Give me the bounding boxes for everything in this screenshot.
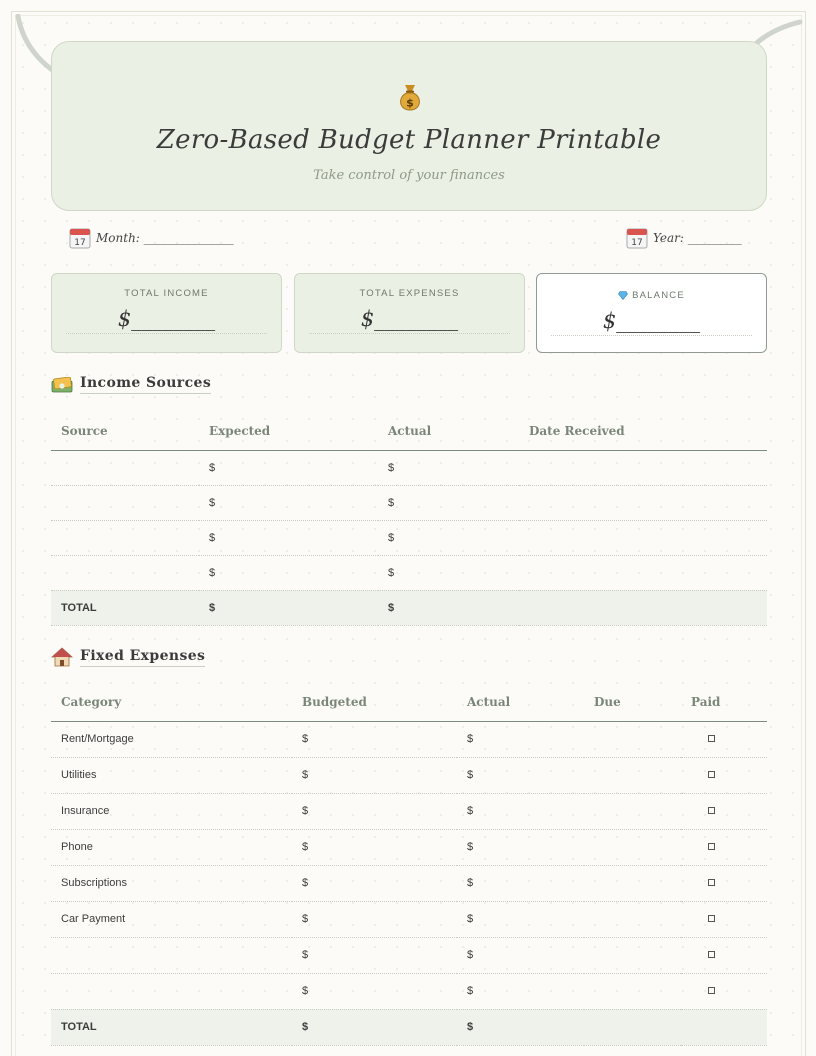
table-row: [51, 520, 767, 555]
table-row: [51, 937, 767, 973]
table-row: [51, 973, 767, 1009]
table-cell[interactable]: $: [457, 901, 584, 937]
budget-sheet: [11, 11, 806, 1056]
paid-cell: [681, 721, 767, 757]
table-cell[interactable]: [681, 1009, 767, 1045]
gem-icon: [618, 291, 628, 300]
paid-checkbox[interactable]: [708, 879, 715, 886]
money-icon: [51, 377, 73, 393]
table-cell[interactable]: Phone: [51, 829, 292, 865]
year-field[interactable]: [626, 225, 742, 251]
table-cell[interactable]: [584, 721, 681, 757]
table-cell[interactable]: [584, 901, 681, 937]
table-cell[interactable]: $: [378, 450, 519, 485]
column-header: Source: [51, 413, 199, 450]
table-cell[interactable]: [584, 793, 681, 829]
income-section-heading: [51, 375, 211, 394]
table-cell[interactable]: $: [199, 590, 378, 625]
svg-text:$: $: [406, 96, 414, 110]
total-row: [51, 1009, 767, 1045]
total-row: [51, 590, 767, 625]
svg-text:17: 17: [631, 238, 643, 248]
table-cell[interactable]: [519, 555, 767, 590]
table-row: [51, 555, 767, 590]
table-cell[interactable]: Insurance: [51, 793, 292, 829]
total-label: TOTAL: [51, 590, 199, 625]
table-cell[interactable]: Rent/Mortgage: [51, 721, 292, 757]
table-header-row: [51, 684, 767, 721]
table-cell[interactable]: [51, 937, 292, 973]
paid-checkbox[interactable]: [708, 771, 715, 778]
house-icon: [51, 647, 73, 667]
table-cell[interactable]: Utilities: [51, 757, 292, 793]
table-cell[interactable]: [519, 485, 767, 520]
table-cell[interactable]: [584, 829, 681, 865]
total-expenses-value[interactable]: $________: [309, 307, 510, 334]
column-header: Paid: [681, 684, 767, 721]
table-cell[interactable]: Car Payment: [51, 901, 292, 937]
table-cell[interactable]: [51, 485, 199, 520]
table-cell[interactable]: $: [199, 450, 378, 485]
table-cell[interactable]: $: [292, 829, 457, 865]
table-cell[interactable]: [51, 973, 292, 1009]
table-cell[interactable]: [51, 555, 199, 590]
header-card: [51, 41, 767, 211]
table-cell[interactable]: [51, 450, 199, 485]
table-cell[interactable]: $: [378, 520, 519, 555]
paid-cell: [681, 829, 767, 865]
table-cell[interactable]: $: [457, 937, 584, 973]
paid-cell: [681, 793, 767, 829]
table-cell[interactable]: $: [292, 865, 457, 901]
table-row: [51, 485, 767, 520]
table-cell[interactable]: $: [292, 973, 457, 1009]
total-expenses-card: [294, 273, 525, 353]
balance-label: BALANCE: [537, 290, 766, 301]
table-cell[interactable]: $: [378, 590, 519, 625]
paid-checkbox[interactable]: [708, 915, 715, 922]
table-cell[interactable]: [584, 865, 681, 901]
table-cell[interactable]: $: [457, 757, 584, 793]
column-header: Date Received: [519, 413, 767, 450]
table-cell[interactable]: $: [457, 1009, 584, 1045]
calendar-icon: [626, 227, 648, 249]
column-header: Due: [584, 684, 681, 721]
month-label: Month: _______________: [96, 231, 234, 245]
total-expenses-label: TOTAL EXPENSES: [359, 288, 460, 299]
paid-cell: [681, 937, 767, 973]
table-cell[interactable]: $: [457, 793, 584, 829]
paid-checkbox[interactable]: [708, 951, 715, 958]
page-subtitle: Take control of your finances: [313, 168, 505, 183]
table-cell[interactable]: [584, 757, 681, 793]
table-cell[interactable]: $: [292, 757, 457, 793]
total-label: TOTAL: [51, 1009, 292, 1045]
table-cell[interactable]: [51, 520, 199, 555]
table-row: [51, 865, 767, 901]
table-row: [51, 450, 767, 485]
fixed-expenses-heading: [51, 647, 205, 667]
table-cell[interactable]: [519, 520, 767, 555]
calendar-icon: [69, 227, 91, 249]
paid-cell: [681, 865, 767, 901]
column-header: Budgeted: [292, 684, 457, 721]
table-cell[interactable]: $: [457, 865, 584, 901]
table-cell[interactable]: $: [292, 901, 457, 937]
paid-cell: [681, 973, 767, 1009]
income-section-title: Income Sources: [80, 375, 211, 394]
paid-checkbox[interactable]: [708, 987, 715, 994]
table-cell[interactable]: $: [457, 829, 584, 865]
total-income-label: TOTAL INCOME: [124, 288, 209, 299]
total-income-card: [51, 273, 282, 353]
table-cell[interactable]: $: [378, 555, 519, 590]
table-cell[interactable]: $: [292, 1009, 457, 1045]
income-table: [51, 413, 767, 626]
page-title: Zero-Based Budget Planner Printable: [156, 125, 662, 155]
paid-checkbox[interactable]: [708, 843, 715, 850]
table-cell[interactable]: [584, 1009, 681, 1045]
table-cell[interactable]: $: [457, 721, 584, 757]
table-cell[interactable]: Subscriptions: [51, 865, 292, 901]
column-header: Expected: [199, 413, 378, 450]
paid-cell: [681, 757, 767, 793]
table-cell[interactable]: $: [292, 937, 457, 973]
svg-text:17: 17: [74, 238, 86, 248]
paid-cell: [681, 901, 767, 937]
table-cell[interactable]: $: [199, 555, 378, 590]
fixed-expenses-table: [51, 684, 767, 1046]
table-cell[interactable]: [519, 590, 767, 625]
table-cell[interactable]: [584, 973, 681, 1009]
year-label: Year: _________: [653, 231, 742, 245]
money-bag-icon: [396, 82, 424, 112]
balance-value[interactable]: $________: [551, 309, 752, 336]
table-row: [51, 901, 767, 937]
table-cell[interactable]: $: [292, 793, 457, 829]
table-cell[interactable]: $: [199, 520, 378, 555]
table-row: [51, 793, 767, 829]
table-header-row: [51, 413, 767, 450]
table-cell[interactable]: $: [199, 485, 378, 520]
month-field[interactable]: [69, 225, 234, 251]
total-income-value[interactable]: $________: [66, 307, 267, 334]
column-header: Actual: [457, 684, 584, 721]
balance-card: [536, 273, 767, 353]
table-cell[interactable]: $: [457, 973, 584, 1009]
paid-checkbox[interactable]: [708, 735, 715, 742]
table-row: [51, 721, 767, 757]
table-cell[interactable]: [584, 937, 681, 973]
paid-checkbox[interactable]: [708, 807, 715, 814]
column-header: Category: [51, 684, 292, 721]
table-cell[interactable]: [519, 450, 767, 485]
table-row: [51, 757, 767, 793]
table-cell[interactable]: $: [292, 721, 457, 757]
table-row: [51, 829, 767, 865]
column-header: Actual: [378, 413, 519, 450]
table-cell[interactable]: $: [378, 485, 519, 520]
fixed-expenses-title: Fixed Expenses: [80, 648, 205, 667]
